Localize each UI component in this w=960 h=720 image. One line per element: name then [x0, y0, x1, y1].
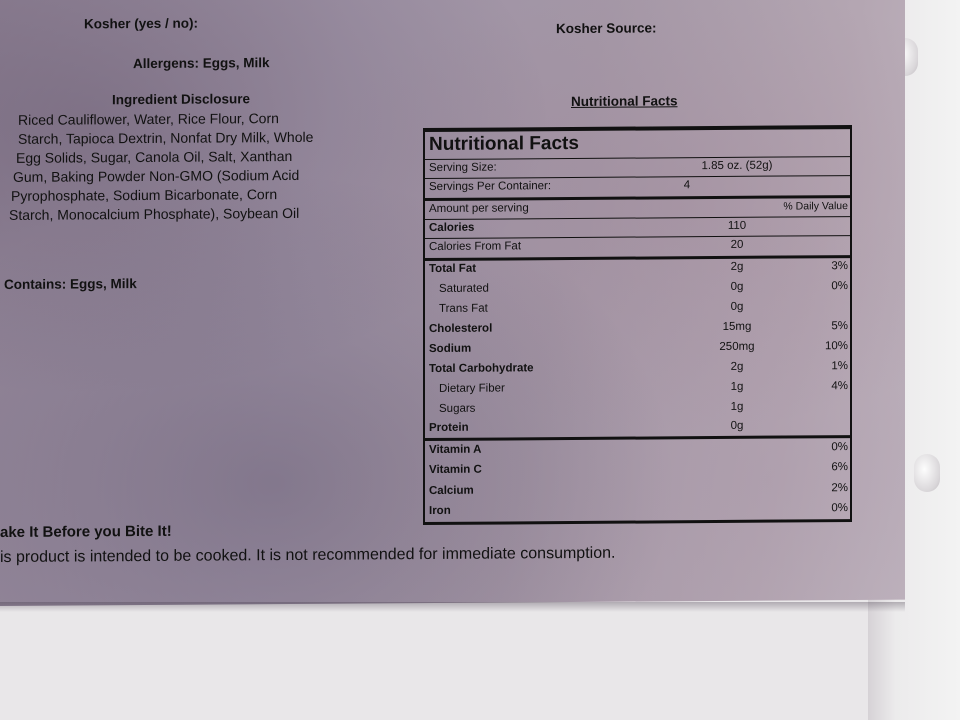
serving-size-value: 1.85 oz. (52g): [701, 159, 773, 173]
vitamin-pct: 2%: [831, 482, 848, 495]
nutrient-value: 2g: [730, 260, 744, 273]
nutrient-value: 2g: [730, 360, 744, 373]
ingredient-line: Starch, Monocalcium Phosphate), Soybean Oil: [9, 204, 300, 223]
daily-value-label: % Daily Value: [783, 200, 848, 213]
nutrient-label: Saturated: [439, 282, 489, 295]
nutrient-pct: 0%: [831, 280, 848, 293]
calories-label: Calories: [429, 221, 475, 235]
ingredient-line: Pyrophosphate, Sodium Bicarbonate, Corn: [11, 186, 278, 204]
paper-edge-shadow: [0, 602, 905, 612]
vitamin-pct: 0%: [831, 441, 848, 454]
nutrient-value: 15mg: [722, 320, 752, 333]
footer-note: is product is intended to be cooked. It is not recommended for immediate consumption.: [0, 544, 616, 566]
vitamin-row: [425, 499, 850, 522]
ingredient-title: Ingredient Disclosure: [112, 91, 251, 108]
vitamin-pct: 0%: [831, 502, 848, 515]
servings-value: 4: [683, 179, 691, 192]
ingredient-line: Gum, Baking Powder Non-GMO (Sodium Acid: [13, 166, 300, 185]
nutrient-value: 1g: [730, 380, 744, 393]
ingredient-line: Starch, Tapioca Dextrin, Nonfat Dry Milk, Whole: [18, 128, 314, 147]
nutrient-pct: 5%: [831, 320, 848, 333]
amount-label: Amount per serving: [429, 202, 529, 216]
punch-hole-bottom: [914, 454, 940, 492]
nutrient-value: 250mg: [719, 340, 755, 353]
vitamin-pct: 6%: [831, 461, 848, 474]
allergens-line: Allergens: Eggs, Milk: [133, 55, 270, 72]
nutrient-value: 0g: [730, 300, 744, 313]
calories-value: 110: [727, 219, 747, 232]
kosher-label: Kosher (yes / no):: [84, 15, 199, 32]
nutrition-table-title: Nutritional Facts: [429, 132, 579, 156]
nutrient-pct: 1%: [831, 360, 848, 373]
kosher-source-label: Kosher Source:: [556, 20, 657, 37]
nutrient-label: Total Carbohydrate: [429, 362, 534, 376]
vitamin-label: Vitamin C: [429, 463, 482, 477]
servings-label: Servings Per Container:: [429, 180, 552, 194]
nutrition-facts-table: [423, 125, 852, 525]
ingredient-line: Riced Cauliflower, Water, Rice Flour, Corn: [18, 110, 279, 128]
ingredient-line: Egg Solids, Sugar, Canola Oil, Salt, Xanthan: [16, 147, 293, 166]
nutrient-value: 0g: [730, 419, 744, 432]
nutrient-pct: 3%: [831, 260, 848, 273]
vitamin-label: Iron: [429, 504, 451, 518]
nutrient-value: 0g: [730, 280, 744, 293]
serving-size-label: Serving Size:: [429, 161, 497, 175]
nutrient-label: Protein: [429, 421, 469, 435]
calories-fat-label: Calories From Fat: [429, 240, 522, 254]
vitamin-row: [425, 458, 850, 481]
footer-heading: ake It Before you Bite It!: [0, 522, 172, 541]
contains-line: Contains: Eggs, Milk: [4, 276, 137, 292]
nutrient-pct: 10%: [824, 340, 848, 353]
nutrient-label: Trans Fat: [439, 302, 488, 315]
nutrition-heading: Nutritional Facts: [571, 93, 678, 110]
nutrient-label: Sugars: [439, 402, 476, 415]
nutrient-label: Cholesterol: [429, 322, 493, 336]
vitamin-label: Calcium: [429, 484, 474, 498]
calories-fat-value: 20: [730, 238, 744, 251]
nutrient-label: Dietary Fiber: [439, 382, 505, 395]
nutrient-pct: 4%: [831, 380, 848, 393]
nutrient-label: Total Fat: [429, 262, 477, 276]
vitamin-label: Vitamin A: [429, 443, 482, 457]
nutrient-label: Sodium: [429, 342, 472, 356]
nutrient-value: 1g: [730, 400, 744, 413]
